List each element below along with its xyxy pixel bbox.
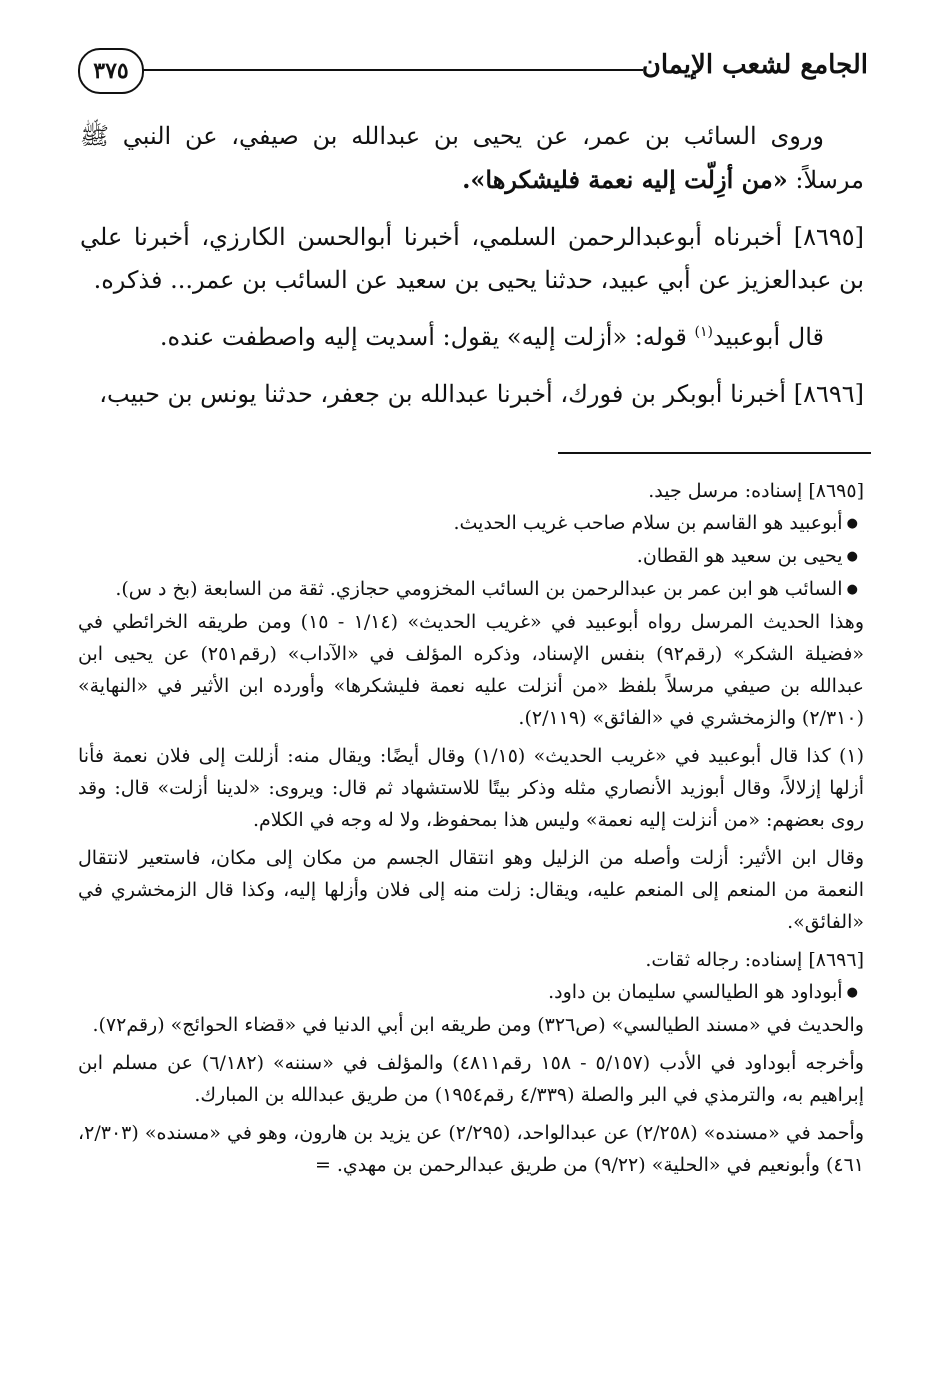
footnote-1: (١) كذا قال أبوعبيد في «غريب الحديث» (١/١٥) وقال أيضًا: ويقال منه: أزللت إلى فلان نعمة فأنا أزلها إزلالاً، وقال أبوزيد الأنصاري مثله وذكر بيتًا للاستشهاد ثم قال: ويروى: «لدينا أزلت» قال: وقد روى بعضهم: «من أنزلت إليه نعمة» وليس هذا بمحفوظ، ولا له وجه في الكلام. bbox=[78, 745, 864, 831]
page-number: ٣٧٥ bbox=[78, 48, 144, 94]
footnote-text: وأحمد في «مسنده» (٢/٢٥٨) عن عبدالواحد، (٢/٢٩٥) عن يزيد بن هارون، وهو في «مسنده» (٢/٣٠٣، ٤٦١) وأبونعيم في «الحلية» (٩/٢٢) من طريق عبدالرحمن بن مهدي. = bbox=[78, 1122, 864, 1176]
page-header bbox=[78, 44, 868, 100]
footnote-8695-title: [٨٦٩٥] إسناده: مرسل جيد. bbox=[648, 480, 864, 502]
footnote-ref-1: (١) bbox=[694, 324, 713, 340]
footnote-text: وأخرجه أبوداود في الأدب (٥/١٥٧ - ١٥٨ رقم٤٨١١) والمؤلف في «سننه» (٦/١٨٢) عن مسلم ابن إبراهيم به، والترمذي في البر والصلة (٤/٣٣٩ رقم١٩٥٤) من طريق عبدالله بن المبارك. bbox=[78, 1052, 864, 1106]
footnote-separator bbox=[558, 452, 871, 454]
footnote-8696-title: [٨٦٩٦] إسناده: رجاله ثقات. bbox=[645, 949, 864, 971]
footnote-text: وهذا الحديث المرسل رواه أبوعبيد في «غريب الحديث» (١/١٤ - ١٥) ومن طريقه الخرائطي في «فضيلة الشكر» (رقم٩٢) بنفس الإسناد، وذكره المؤلف في «الآداب» (رقم٢٥١) عن يحيى ابن عبدالله بن صيفي مرسلاً بلفظ «من أنزلت عليه نعمة فليشكرها» وأورده ابن الأثير في «النهاية» (٢/٣١٠) والزمخشري في «الفائق» (٢/١١٩). bbox=[78, 611, 865, 729]
footnotes bbox=[78, 475, 864, 1181]
paragraph-narration bbox=[80, 115, 864, 202]
footnote-1-continued: وقال ابن الأثير: أزلت وأصله من الزليل وهو انتقال الجسم من مكان إلى مكان، فاستعير لانتقال النعمة من المنعم إلى المنعم عليه، ويقال: زلت منه إلى فلان وأزلها إليه، وكذا قال الزمخشري في «الفائق». bbox=[78, 847, 864, 933]
book-title: الجامع لشعب الإيمان bbox=[641, 50, 868, 80]
narration-text: وروى السائب بن عمر، عن يحيى بن عبدالله بن صيفي، عن النبي ﷺ مرسلاً: bbox=[80, 122, 864, 194]
paragraph-hadith-8696: [٨٦٩٦] أخبرنا أبوبكر بن فورك، أخبرنا عبدالله بن جعفر، حدثنا يونس بن حبيب، bbox=[99, 380, 864, 408]
footnote-bullet: ● أبوعبيد هو القاسم بن سلام صاحب غريب الحديث. bbox=[78, 507, 864, 540]
header-rule bbox=[142, 69, 643, 71]
footnote-text: والحديث في «مسند الطيالسي» (ص٣٢٦) ومن طريقه ابن أبي الدنيا في «قضاء الحوائج» (رقم٧٢). bbox=[92, 1014, 864, 1036]
footnote-bullet: ● أبوداود هو الطيالسي سليمان بن داود. bbox=[78, 976, 864, 1009]
paragraph-hadith-8695: [٨٦٩٥] أخبرناه أبوعبدالرحمن السلمي، أخبرنا أبوالحسن الكارزي، أخبرنا علي بن عبدالعزيز عن أبي عبيد، حدثنا يحيى بن سعيد عن السائب بن عمر... فذكره. bbox=[80, 223, 864, 294]
paragraph-abu-ubaid bbox=[80, 316, 864, 359]
abu-ubaid-lead: قال أبوعبيد bbox=[713, 323, 824, 351]
hadith-quote: «من أزِلّت إليه نعمة فليشكرها». bbox=[462, 165, 788, 194]
footnote-bullet: ● السائب هو ابن عمر بن عبدالرحمن بن السائب المخزومي حجازي. ثقة من السابعة (بخ د س). bbox=[78, 573, 864, 606]
abu-ubaid-text: قوله: «أزلت إليه» يقول: أسديت إليه واصطفت عنده. bbox=[159, 323, 695, 351]
main-text bbox=[80, 115, 864, 430]
footnote-bullet: ● يحيى بن سعيد هو القطان. bbox=[78, 540, 864, 573]
